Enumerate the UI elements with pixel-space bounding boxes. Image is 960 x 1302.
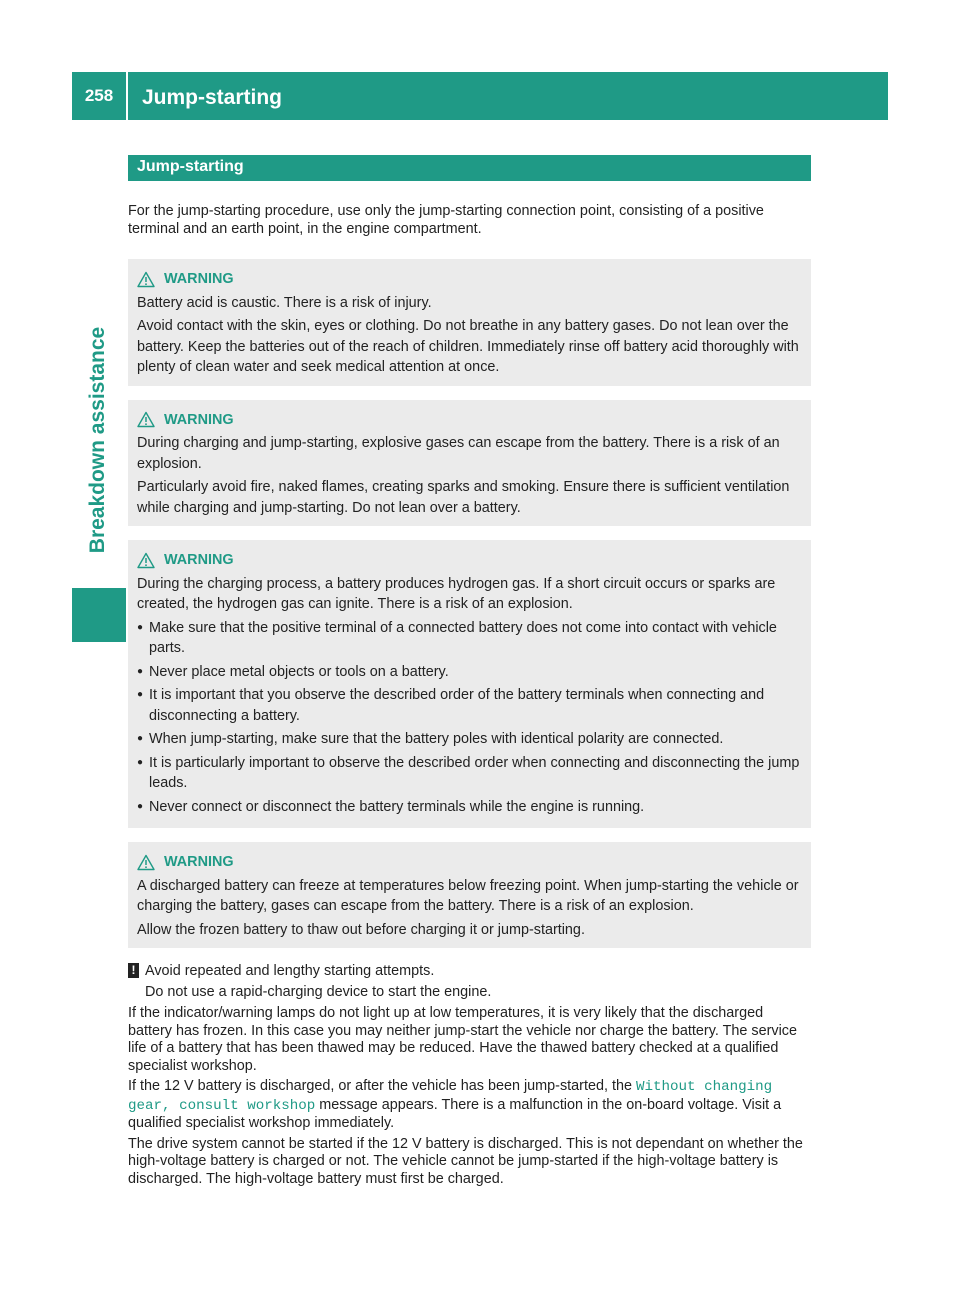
page-number: 258 — [84, 86, 114, 105]
warning-text: During charging and jump-starting, explosive gases can escape from the battery. There is a risk of an explosion. — [137, 435, 780, 472]
list-item: ● Never place metal objects or tools on a battery. — [137, 662, 802, 683]
display-message: Without changing gear, consult workshop — [128, 1079, 773, 1114]
warning-text: Particularly avoid fire, naked flames, creating sparks and smoking. Ensure there is sufficient ventilation while charging and jump-starting. Do not lean over a battery. — [137, 479, 790, 516]
warning-box — [128, 259, 811, 386]
header-divider — [126, 72, 128, 120]
side-tab-marker — [72, 588, 126, 642]
intro-paragraph: For the jump-starting procedure, use only the jump-starting connection point, consisting of a positive terminal and an earth point, in the engine compartment. — [128, 203, 764, 237]
notice-text: Avoid repeated and lengthy starting attempts. — [145, 963, 435, 979]
warning-header — [137, 269, 802, 290]
warning-header — [137, 410, 802, 431]
side-tab-label: Breakdown assistance — [86, 326, 109, 554]
warning-triangle-icon — [137, 411, 155, 428]
warning-header — [137, 852, 802, 873]
warning-label: WARNING — [164, 411, 234, 428]
list-item: ● When jump-starting, make sure that the battery poles with identical polarity are connected. — [137, 729, 802, 750]
warning-text: Allow the frozen battery to thaw out before charging it or jump-starting. — [137, 921, 585, 938]
list-item: ● It is important that you observe the described order of the battery terminals when connecting and disconnecting a battery. — [137, 685, 802, 726]
warning-triangle-icon — [137, 271, 155, 288]
page-header — [72, 72, 888, 120]
body-text: message appears. There is a malfunction in the on-board voltage. Visit a qualified specialist workshop immediately. — [128, 1096, 782, 1131]
warning-bullet-list — [137, 618, 802, 818]
list-item: ● Make sure that the positive terminal of a connected battery does not come into contact with vehicle parts. — [137, 618, 802, 659]
warning-box — [128, 540, 811, 828]
body-paragraph: If the indicator/warning lamps do not light up at low temperatures, it is very likely that the discharged battery has frozen. In this case you may neither jump-start the vehicle nor charge the battery. The service life of a battery that has been thawed may be reduced. Have the thawed battery checked at a qualified specialist workshop. — [128, 1005, 797, 1074]
body-paragraph: The drive system cannot be started if the 12 V battery is discharged. This is not dependant on whether the high-voltage battery is charged or not. The vehicle cannot be jump-started if the high-voltage battery is discharged. The high-voltage battery must first be charged. — [128, 1135, 803, 1187]
warning-header — [137, 550, 802, 571]
notice-block — [128, 961, 811, 1002]
warning-text: Avoid contact with the skin, eyes or clothing. Do not breathe in any battery gases. Do not lean over the battery. Keep the batteries out of the reach of children. Immediately rinse off battery acid thoroughly with plenty of clean water and seek medical attention at once. — [137, 318, 799, 375]
warning-text: Battery acid is caustic. There is a risk of injury. — [137, 294, 432, 311]
warning-label: WARNING — [164, 271, 234, 287]
body-text: If the 12 V battery is discharged, or after the vehicle has been jump-started, the — [128, 1078, 636, 1094]
list-item: ● It is particularly important to observe the described order when connecting and disconnecting the jump leads. — [137, 753, 802, 794]
warning-text: During the charging process, a battery produces hydrogen gas. If a short circuit occurs or sparks are created, the hydrogen gas can ignite. There is a risk of an explosion. — [137, 575, 776, 612]
notice-text: Do not use a rapid-charging device to start the engine. — [145, 983, 492, 1000]
page-content — [128, 155, 811, 1188]
exclamation-icon: ! — [128, 963, 139, 978]
warning-box — [128, 842, 811, 948]
header-title: Jump-starting — [142, 86, 283, 109]
warning-label: WARNING — [164, 854, 234, 870]
list-item: ● Never connect or disconnect the battery terminals while the engine is running. — [137, 797, 802, 818]
section-title: Jump-starting — [128, 155, 811, 181]
warning-triangle-icon — [137, 854, 155, 871]
body-paragraph — [128, 1078, 811, 1133]
warning-box — [128, 400, 811, 527]
warning-text: A discharged battery can freeze at temperatures below freezing point. When jump-starting the vehicle or charging the battery, gases can escape from the battery. There is a risk of an explosion. — [137, 877, 799, 914]
warning-label: WARNING — [164, 552, 234, 568]
warning-triangle-icon — [137, 552, 155, 569]
